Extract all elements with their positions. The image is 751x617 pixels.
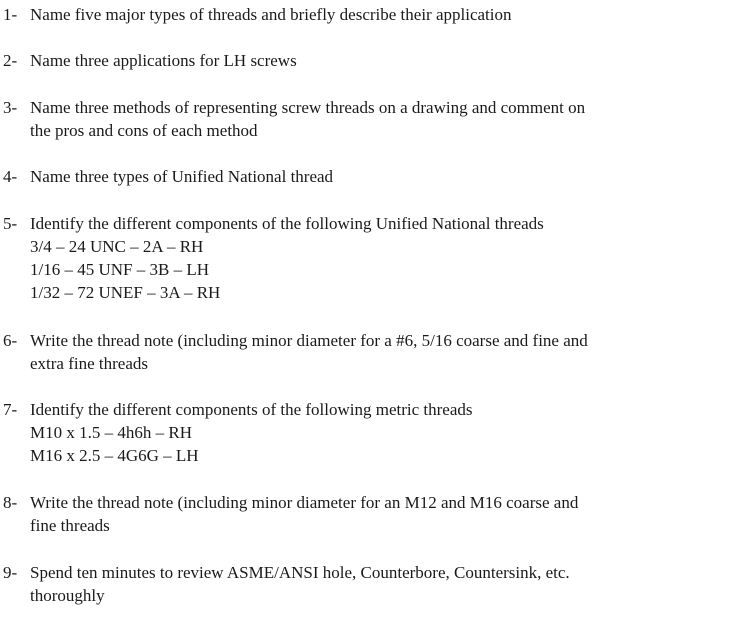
question-line: thoroughly	[30, 586, 105, 605]
thread-designation: 3/4 – 24 UNC – 2A – RH	[30, 237, 204, 256]
question-number: 3-	[3, 98, 18, 117]
question-line: the pros and cons of each method	[30, 121, 258, 140]
question-number: 8-	[3, 493, 18, 512]
question-number: 9-	[3, 563, 18, 582]
question-number: 2-	[3, 51, 18, 70]
question-text	[30, 491, 578, 537]
question-line: Name three applications for LH screws	[30, 51, 297, 70]
thread-designation: M16 x 2.5 – 4G6G – LH	[30, 446, 199, 465]
question-line: Name five major types of threads and briefly describe their application	[30, 5, 512, 24]
thread-designation: 1/32 – 72 UNEF – 3A – RH	[30, 283, 221, 302]
question-line: Name three methods of representing screw threads on a drawing and comment on	[30, 98, 586, 117]
question-line: extra fine threads	[30, 354, 148, 373]
question-line: fine threads	[30, 516, 110, 535]
question-text	[30, 561, 570, 607]
question-number: 6-	[3, 331, 18, 350]
question-text	[30, 165, 333, 188]
question-line: Spend ten minutes to review ASME/ANSI hole, Counterbore, Countersink, etc.	[30, 563, 570, 582]
question-line: Identify the different components of the following metric threads	[30, 400, 473, 419]
question-text	[30, 49, 297, 72]
question-number: 4-	[3, 167, 18, 186]
question-line: Write the thread note (including minor diameter for an M12 and M16 coarse and	[30, 493, 579, 512]
question-number: 5-	[3, 214, 18, 233]
question-number: 7-	[3, 400, 18, 419]
question-text	[30, 329, 588, 375]
question-text	[30, 3, 512, 26]
question-text	[30, 96, 585, 142]
question-line: Name three types of Unified National thread	[30, 167, 334, 186]
question-text	[30, 212, 544, 304]
question-text	[30, 398, 473, 467]
thread-designation: 1/16 – 45 UNF – 3B – LH	[30, 260, 209, 279]
question-line: Identify the different components of the following Unified National threads	[30, 214, 544, 233]
question-number: 1-	[3, 5, 18, 24]
question-line: Write the thread note (including minor diameter for a #6, 5/16 coarse and fine and	[30, 331, 588, 350]
thread-designation: M10 x 1.5 – 4h6h – RH	[30, 423, 192, 442]
